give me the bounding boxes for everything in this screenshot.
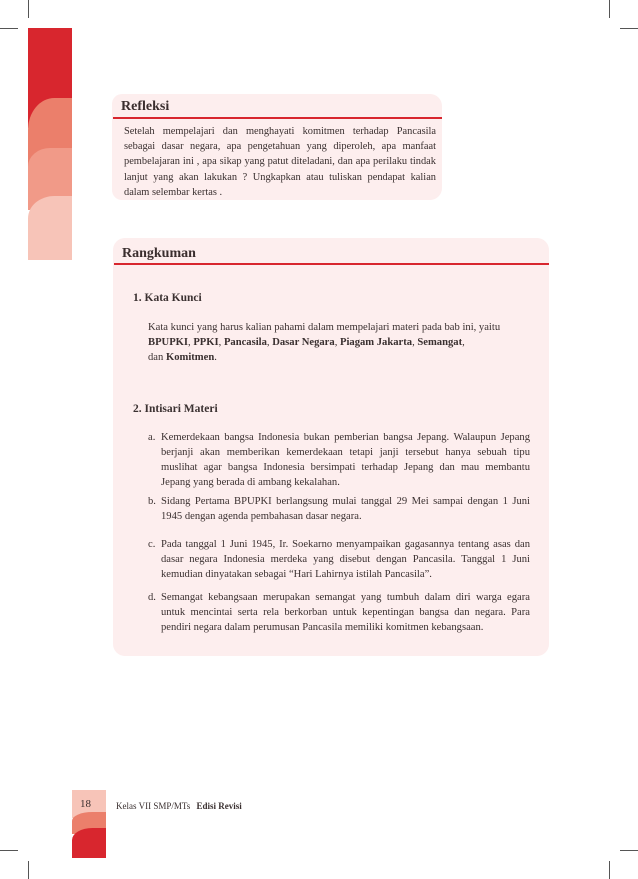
- term: Pancasila: [223, 337, 267, 348]
- book-title: Kelas VII SMP/MTs: [116, 801, 191, 811]
- crop-mark: [609, 0, 610, 18]
- refleksi-title: Refleksi: [121, 99, 170, 114]
- intisari-heading: 2. Intisari Materi: [133, 403, 218, 415]
- intisari-item: [148, 494, 530, 524]
- refleksi-rule: [113, 117, 442, 119]
- crop-mark: [28, 0, 29, 18]
- kata-kunci-text: Kata kunci yang harus kalian pahami dalam mempelajari materi pada bab ini, yaitu BPUPKI, PPKI, Pancasila, Dasar Negara, Piagam Jakarta, Semangat, dan Komitmen.: [148, 322, 501, 363]
- term: BPUPKI: [148, 337, 189, 348]
- crop-mark: [620, 28, 638, 29]
- rangkuman-rule: [114, 263, 549, 265]
- side-decoration: [28, 28, 72, 260]
- crop-mark: [0, 28, 18, 29]
- term: Komitmen: [165, 352, 215, 363]
- kata-kunci-heading: 1. Kata Kunci: [133, 292, 202, 304]
- crop-mark: [28, 861, 29, 879]
- item-text: Pada tanggal 1 Juni 1945, Ir. Soekarno menyampaikan gagasannya tentang asas dan dasar negara Indonesia merdeka yang disebut dengan Pancasila. Tanggal 1 Juni kemudian dinyatakan sebagai “Hari Lahirnya istilah Pancasila”.: [161, 539, 530, 580]
- crop-mark: [620, 850, 638, 851]
- item-label: c.: [148, 539, 156, 550]
- term: Dasar Negara: [272, 337, 335, 348]
- term: Semangat: [417, 337, 463, 348]
- refleksi-text: Setelah mempelajari dan menghayati komitmen terhadap Pancasila sebagai dasar negara, apa pengetahuan yang diperoleh, apa manfaat pembelajaran ini , apa sikap yang patut diteladani, dan apa perilaku tindak lanjut yang akan lakukan ? Ungkapkan atau tuliskan pendapat kalian dalam selembar kertas .: [124, 126, 436, 198]
- edition-label: Edisi Revisi: [196, 801, 242, 811]
- kata-kunci-intro: Kata kunci yang harus kalian pahami dalam mempelajari materi pada bab ini, yaitu: [148, 322, 501, 333]
- rangkuman-title: Rangkuman: [122, 246, 196, 261]
- item-label: a.: [148, 432, 156, 443]
- intisari-item: [148, 537, 530, 582]
- intisari-item: [148, 430, 530, 490]
- item-label: b.: [148, 496, 156, 507]
- intisari-item: [148, 590, 530, 635]
- term: PPKI: [193, 337, 219, 348]
- footer-book: [116, 801, 242, 811]
- item-text: Kemerdekaan bangsa Indonesia bukan pemberian bangsa Jepang. Walaupun Jepang berjanji akan memberikan kemerdekaan tetapi janji tersebut hanya sebuah tipu muslihat agar bangsa Indonesia bersimpati terhadap Jepang dan mau membantu Jepang yang berada di ambang kekalahan.: [161, 432, 530, 488]
- term: Piagam Jakarta: [339, 337, 413, 348]
- crop-mark: [0, 850, 18, 851]
- crop-mark: [609, 861, 610, 879]
- page-number: 18: [80, 798, 91, 810]
- item-text: Semangat kebangsaan merupakan semangat yang tumbuh dalam diri warga egara untuk mencintai serta rela berkorban untuk kepentingan bangsa dan negara. Para pendiri negara dalam perumusan Pancasila memiliki komitmen kebangsaan.: [161, 592, 530, 633]
- item-text: Sidang Pertama BPUPKI berlangsung mulai tanggal 29 Mei sampai dengan 1 Juni 1945 dengan agenda pembahasan dasar negara.: [161, 496, 530, 522]
- item-label: d.: [148, 592, 156, 603]
